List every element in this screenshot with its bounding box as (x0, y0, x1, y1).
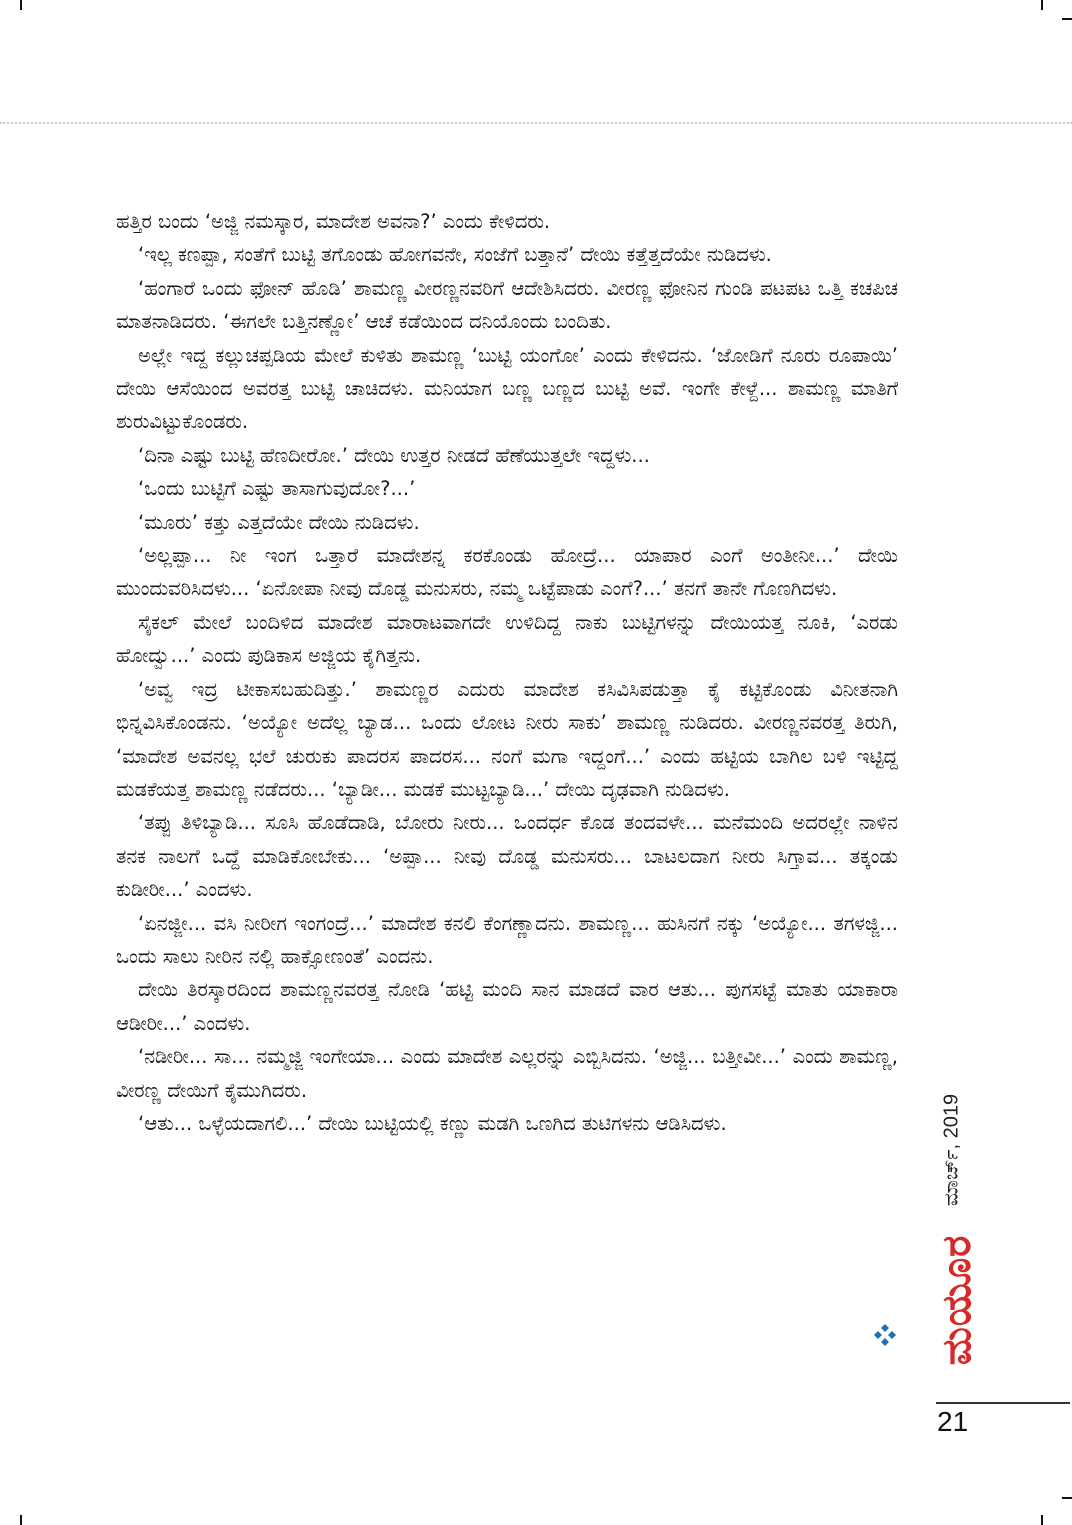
crop-mark-bottom-right (1041, 1515, 1043, 1525)
issue-date: ಮಾರ್ಚ್, 2019 (940, 1093, 963, 1207)
crop-mark-top-left (20, 0, 22, 10)
article-paragraph: ‘ತಪ್ಪು ತಿಳಿಬ್ಯಾಡಿ... ಸೂಸಿ ಹೊಡೆದಾಡಿ, ಬೋರು ನೀರು... ಒಂದರ್ಧ ಕೊಡ ತಂದವಳೇ... ಮನೆಮಂದಿ ಅದರಲ್ಲೇ ನಾಳಿನ ತನಕ ನಾಲಗೆ ಒದ್ದೆ ಮಾಡಿಕೋಬೇಕು... ‘ಅಪ್ಪಾ... ನೀವು ದೊಡ್ಡ ಮನುಸರು... ಬಾಟಲದಾಗ ನೀರು ಸಿಗ್ತಾವ... ತಕ್ಕಂಡು ಕುಡೀರೀ...’ ಎಂದಳು. (116, 811, 898, 902)
article-paragraph: ‘ಅವ್ವ ಇದ್ರ ಟೀಕಾಸಬಹುದಿತ್ತು.’ ಶಾಮಣ್ಣರ ಎದುರು ಮಾದೇಶ ಕಸಿವಿಸಿಪಡುತ್ತಾ ಕೈ ಕಟ್ಟಿಕೊಂಡು ವಿನೀತನಾಗಿ ಭಿನ್ನವಿಸಿಕೊಂಡನು. ‘ಅಯ್ಯೋ ಅದೆಲ್ಲ ಬ್ಯಾಡ... ಒಂದು ಲೋಟ ನೀರು ಸಾಕು’ ಶಾಮಣ್ಣ ನುಡಿದರು. ವೀರಣ್ಣನವರತ್ತ ತಿರುಗಿ, ‘ಮಾದೇಶ ಅವನಲ್ಲ ಭಲೆ ಚುರುಕು ಪಾದರಸ ಪಾದರಸ... ನಂಗೆ ಮಗಾ ಇದ್ದಂಗೆ...’ ಎಂದು ಹಟ್ಟಿಯ ಬಾಗಿಲ ಬಳಿ ಇಟ್ಟಿದ್ದ ಮಡಕೆಯತ್ತ ಶಾಮಣ್ಣ ನಡೆದರು... ‘ಬ್ಯಾಡೀ... ಮಡಕೆ ಮುಟ್ಟಬ್ಯಾಡಿ...’ ದೇಯಿ ದೃಢವಾಗಿ ನುಡಿದಳು. (116, 677, 898, 801)
article-paragraph: ‘ಹಂಗಾರೆ ಒಂದು ಫೋನ್ ಹೊಡಿ’ ಶಾಮಣ್ಣ ವೀರಣ್ಣನವರಿಗೆ ಆದೇಶಿಸಿದರು. ವೀರಣ್ಣ ಫೋನಿನ ಗುಂಡಿ ಪಟಪಟ ಒತ್ತಿ ಕಚಪಿಚ ಮಾತನಾಡಿದರು. ‘ಈಗಲೇ ಬತ್ತಿನಣ್ಣೋ’ ಆಚೆ ಕಡೆಯಿಂದ ದನಿಯೊಂದು ಬಂದಿತು. (116, 276, 898, 334)
article-body (116, 205, 898, 1140)
article-paragraph: ‘ನಡೀರೀ... ಸಾ... ನಮ್ಮಜ್ಜಿ ಇಂಗೇಯಾ... ಎಂದು ಮಾದೇಶ ಎಲ್ಲರನ್ನು ಎಬ್ಬಿಸಿದನು. ‘ಅಜ್ಜಿ... ಬತ್ತೀವೀ...’ ಎಂದು ಶಾಮಣ್ಣ, ವೀರಣ್ಣ ದೇಯಿಗೆ ಕೈಮುಗಿದರು. (116, 1045, 898, 1102)
article-paragraph: ‘ಇಲ್ಲ ಕಣಪ್ಪಾ, ಸಂತೆಗೆ ಬುಟ್ಟಿ ತಗೊಂಡು ಹೋಗವನೇ, ಸಂಜೆಗೆ ಬತ್ತಾನೆ’ ದೇಯಿ ಕತ್ತೆತ್ತದೆಯೇ ನುಡಿದಳು. (138, 243, 772, 267)
article-paragraph: ‘ಅಲ್ಲಪ್ಪಾ... ನೀ ಇಂಗ ಒತ್ತಾರೆ ಮಾದೇಶನ್ನ ಕರಕೊಂಡು ಹೋದ್ರೆ... ಯಾಪಾರ ಎಂಗೆ ಅಂತೀನೀ...’ ದೇಯಿ ಮುಂದುವರಿಸಿದಳು... ‘ಏನೋಪಾ ನೀವು ದೊಡ್ಡ ಮನುಸರು, ನಮ್ಮ ಒಟ್ಟೆಪಾಡು ಎಂಗೆ?...’ ತನಗೆ ತಾನೇ ಗೊಣಗಿದಳು. (116, 544, 898, 601)
article-paragraph: ‘ಏನಜ್ಜೀ... ವಸಿ ನೀರೀಗ ಇಂಗಂದ್ರೆ...’ ಮಾದೇಶ ಕನಲಿ ಕೆಂಗಣ್ಣಾದನು. ಶಾಮಣ್ಣ... ಹುಸಿನಗೆ ನಕ್ಕು ‘ಅಯ್ಯೋ... ತಗಳಜ್ಜಿ... ಒಂದು ಸಾಲು ನೀರಿನ ನಲ್ಲಿ ಹಾಕ್ಸೋಣಂತೆ’ ಎಂದನು. (116, 911, 898, 968)
page-number: 21 (937, 1406, 969, 1437)
crop-mark-bottom-left (20, 1515, 22, 1525)
crop-mark-right-lower (1062, 1497, 1072, 1499)
header-dotted-rule (0, 122, 1072, 124)
article-paragraph: ದೇಯಿ ತಿರಸ್ಕಾರದಿಂದ ಶಾಮಣ್ಣನವರತ್ತ ನೋಡಿ ‘ಹಟ್ಟಿ ಮಂದಿ ಸಾನ ಮಾಡದೆ ವಾರ ಆತು... ಪುಗಸಟ್ಟೆ ಮಾತು ಯಾಕಾರಾ ಆಡೀರೀ...’ ಎಂದಳು. (116, 978, 898, 1035)
diamond-cluster-icon (872, 1322, 898, 1348)
magazine-logo: ಮಯೂರ (934, 1234, 980, 1366)
article-paragraph: ಅಲ್ಲೇ ಇದ್ದ ಕಲ್ಲುಚಪ್ಪಡಿಯ ಮೇಲೆ ಕುಳಿತು ಶಾಮಣ್ಣ ‘ಬುಟ್ಟಿ ಯಂಗೋ’ ಎಂದು ಕೇಳಿದನು. ‘ಜೋಡಿಗೆ ನೂರು ರೂಪಾಯಿ’ ದೇಯಿ ಆಸೆಯಿಂದ ಅವರತ್ತ ಬುಟ್ಟಿ ಚಾಚಿದಳು. ಮನಿಯಾಗ ಬಣ್ಣ ಬಣ್ಣದ ಬುಟ್ಟಿ ಅವೆ. ಇಂಗೇ ಕೇಳ್ದೆ... ಶಾಮಣ್ಣ ಮಾತಿಗೆ ಶುರುವಿಟ್ಟುಕೊಂಡರು. (116, 343, 898, 434)
article-paragraph: ಹತ್ತಿರ ಬಂದು ‘ಅಜ್ಜಿ ನಮಸ್ಕಾರ, ಮಾದೇಶ ಅವನಾ?’ ಎಂದು ಕೇಳಿದರು. (116, 210, 551, 233)
article-paragraph: ‘ಆತು... ಒಳ್ಳೆಯದಾಗಲಿ...’ ದೇಯಿ ಬುಟ್ಟಿಯಲ್ಲಿ ಕಣ್ಣು ಮಡಗಿ ಒಣಗಿದ ತುಟಿಗಳನು ಆಡಿಸಿದಳು. (138, 1111, 727, 1135)
article-paragraph: ಸೈಕಲ್ ಮೇಲೆ ಬಂದಿಳಿದ ಮಾದೇಶ ಮಾರಾಟವಾಗದೇ ಉಳಿದಿದ್ದ ನಾಕು ಬುಟ್ಟಿಗಳನ್ನು ದೇಯಿಯತ್ತ ನೂಕಿ, ‘ಎರಡು ಹೋದ್ವು...’ ಎಂದು ಪುಡಿಕಾಸ ಅಜ್ಜಿಯ ಕೈಗಿತ್ತನು. (116, 610, 898, 668)
crop-mark-right-upper (1062, 18, 1072, 20)
article-paragraph: ‘ಒಂದು ಬುಟ್ಟಿಗೆ ಎಷ್ಟು ತಾಸಾಗುವುದೋ?...’ (138, 477, 416, 501)
article-paragraph: ‘ಮೂರು’ ಕತ್ತು ಎತ್ತದೆಯೇ ದೇಯಿ ನುಡಿದಳು. (138, 510, 420, 534)
article-paragraph: ‘ದಿನಾ ಎಷ್ಟು ಬುಟ್ಟಿ ಹೆಣದೀರೋ.’ ದೇಯಿ ಉತ್ತರ ನೀಡದೆ ಹೆಣೆಯುತ್ತಲೇ ಇದ್ದಳು... (138, 443, 650, 467)
crop-mark-top-right (1041, 0, 1043, 10)
